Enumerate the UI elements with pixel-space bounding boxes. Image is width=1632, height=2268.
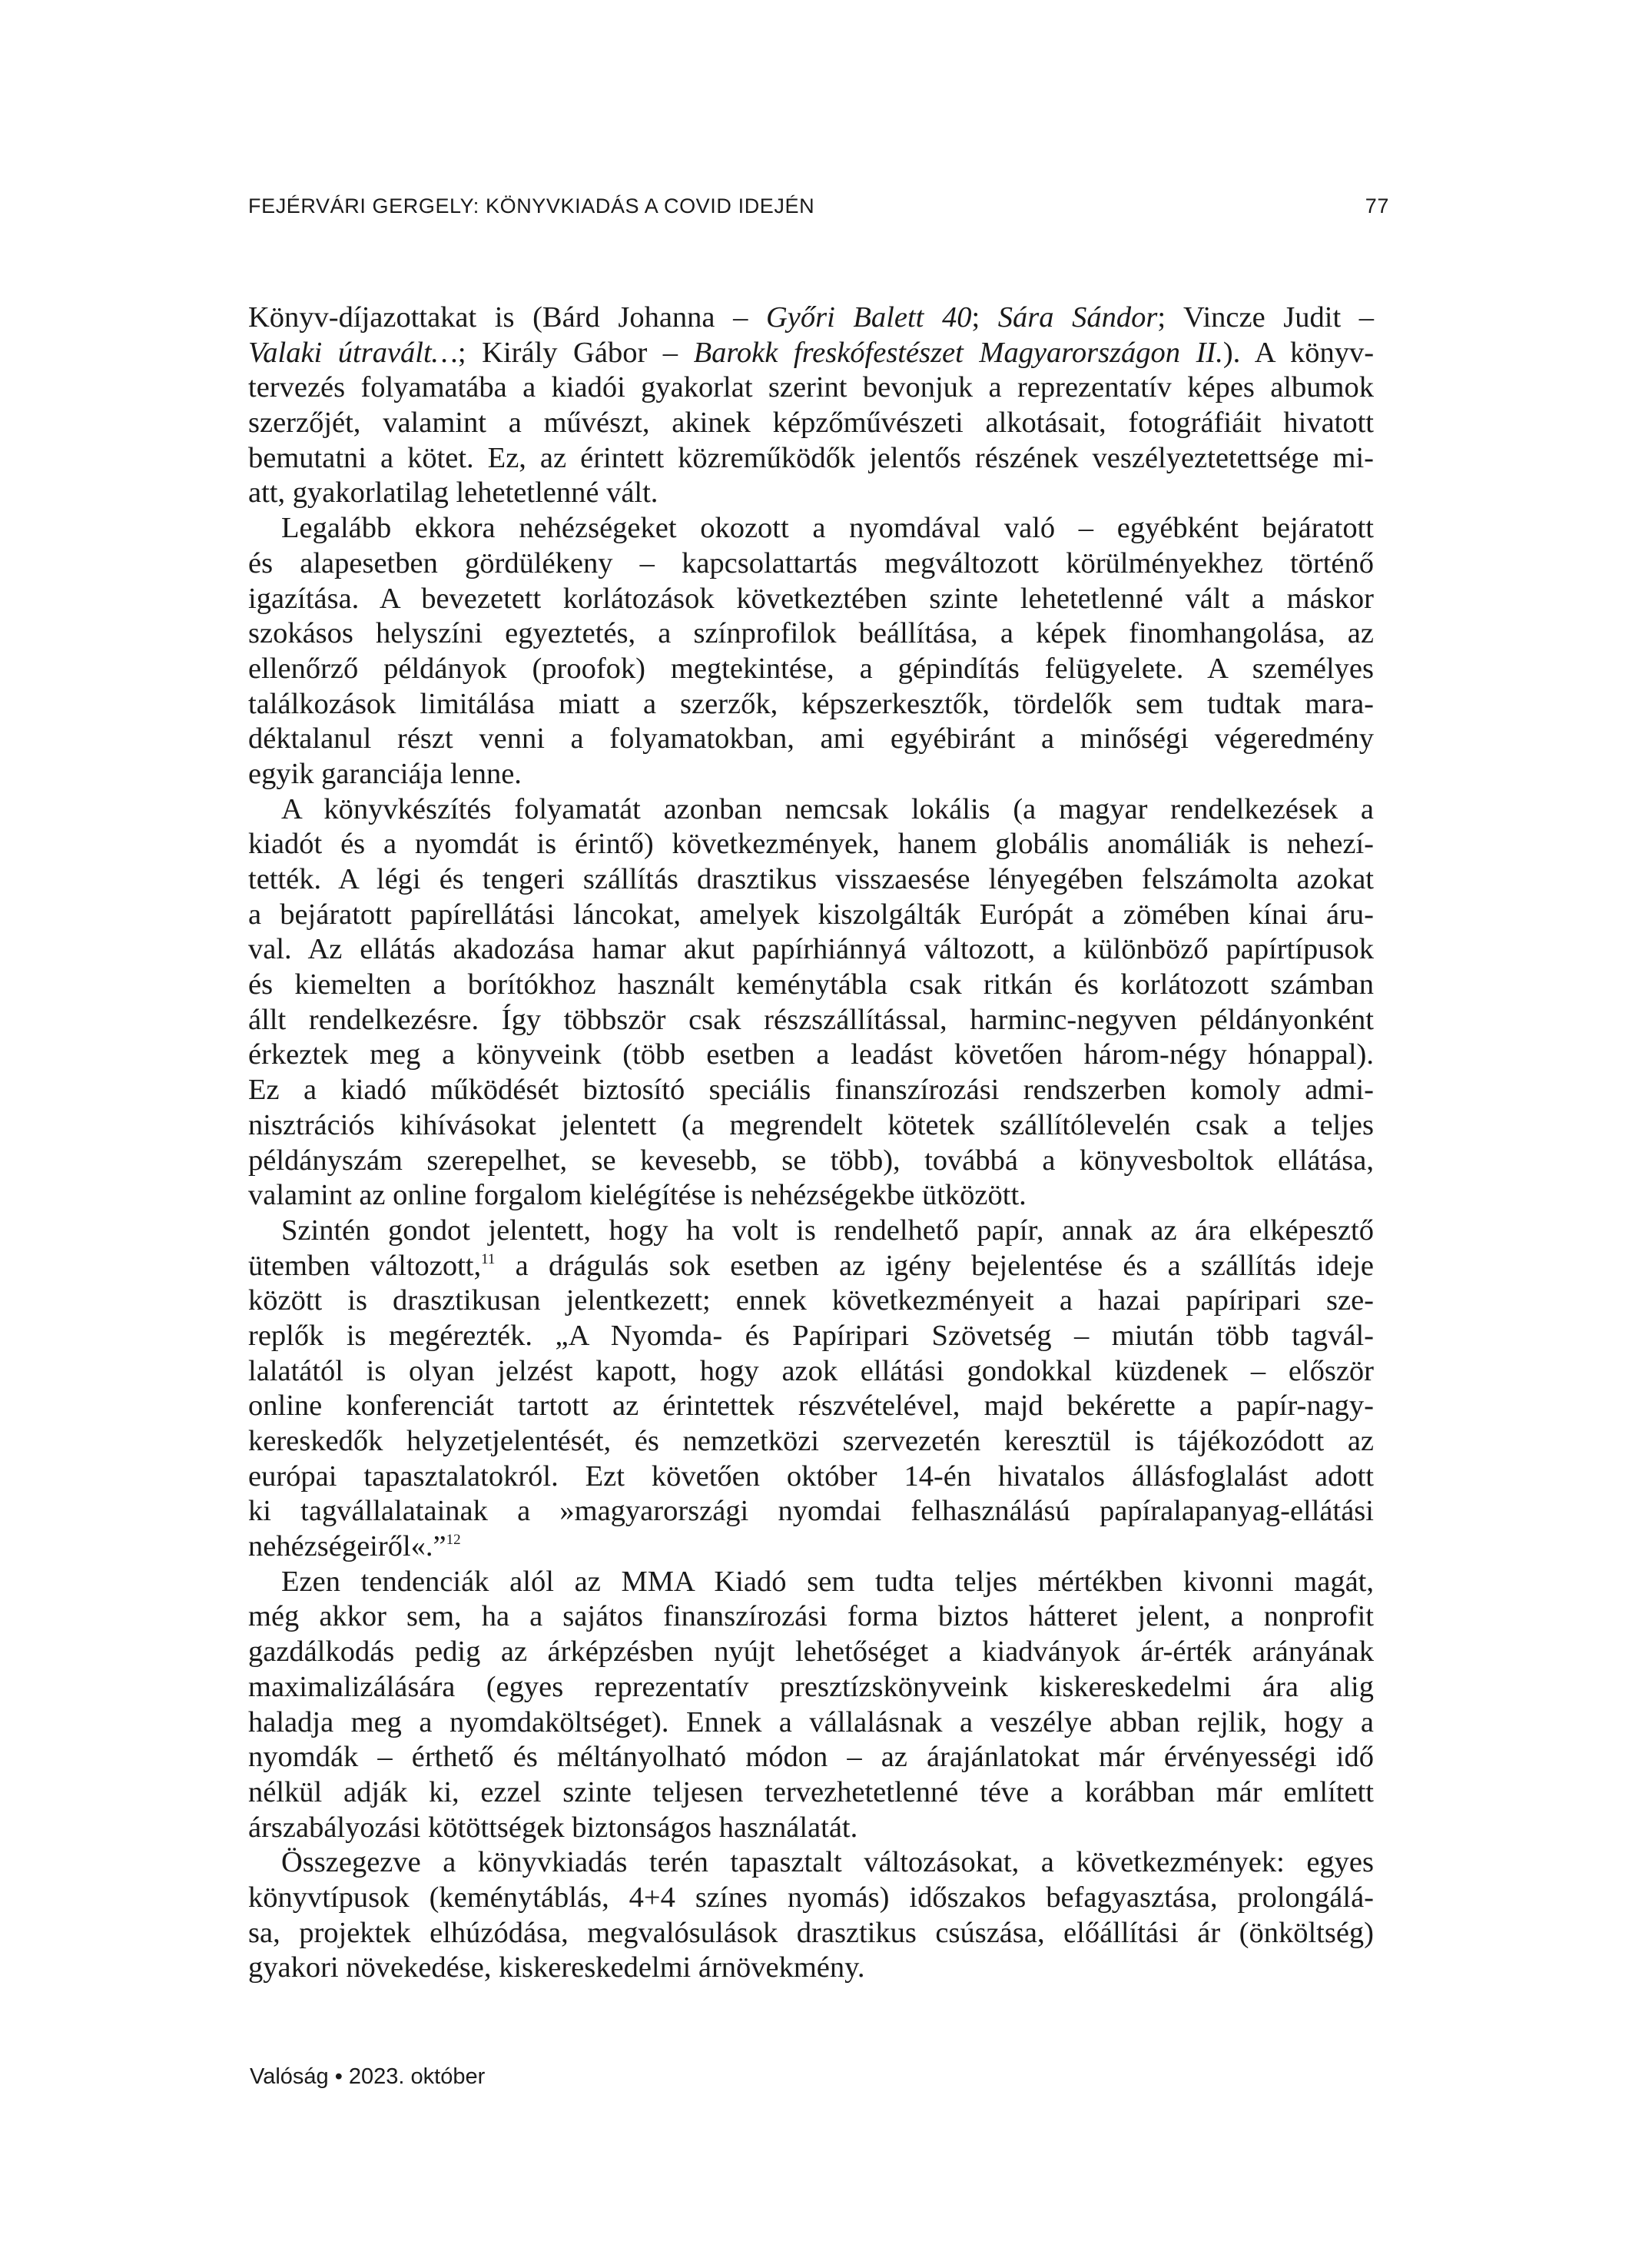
text-line <box>248 1811 1374 1846</box>
text-run: a bejáratott papírellátási láncokat, amelyek kiszolgálták Európát a zömében kínai áru- <box>248 898 1374 931</box>
text-line <box>248 1003 1374 1038</box>
text-line <box>248 1389 1374 1424</box>
text-line <box>248 582 1374 617</box>
text-run: és alapesetben gördülékeny – kapcsolattartás megváltozott körülményekhez történő <box>248 546 1374 579</box>
text-run: nyomdák – érthető és méltányolható módon – az árajánlatokat már érvényességi idő <box>248 1741 1374 1774</box>
text-run: lalatától is olyan jelzést kapott, hogy azok ellátási gondokkal küzdenek – először <box>248 1354 1374 1387</box>
text-line <box>248 1845 1374 1881</box>
text-run: és kiemelten a borítókhoz használt keménytábla csak ritkán és korlátozott számban <box>248 968 1374 1001</box>
text-run: nélkül adják ki, ezzel szinte teljesen tervezhetetlenné téve a korábban már említett <box>248 1775 1374 1808</box>
page-footer <box>250 2061 485 2092</box>
text-run: a drágulás sok esetben az igény bejelentése és a szállítás ideje <box>495 1249 1374 1282</box>
text-line <box>248 1670 1374 1705</box>
text-line <box>248 546 1374 582</box>
text-line <box>248 898 1374 933</box>
text-run: tervezés folyamatába a kiadói gyakorlat szerint bevonjuk a reprezentatív képes albumok <box>248 371 1374 404</box>
text-run: sa, projektek elhúzódása, megvalósulások drasztikus csúszása, előállítási ár (önköltség) <box>248 1916 1374 1949</box>
text-line <box>248 1775 1374 1811</box>
text-run: online konferenciát tartott az érintettek részvételével, majd bekérette a papír-nagy- <box>248 1390 1374 1423</box>
text-run: Összegezve a könyvkiadás terén tapasztalt változásokat, a következmények: egyes <box>281 1846 1374 1879</box>
text-run: nehézségeiről«.” <box>248 1530 446 1563</box>
text-line <box>248 827 1374 862</box>
text-line <box>248 968 1374 1003</box>
italic-title: Sára Sándor <box>997 301 1158 334</box>
text-run: találkozások limitálása miatt a szerzők, képszerkesztők, tördelők sem tudtak mara- <box>248 687 1374 720</box>
text-run: Legalább ekkora nehézségeket okozott a nyomdával való – egyébként bejáratott <box>281 512 1374 545</box>
paragraph <box>248 792 1374 1214</box>
italic-title: Valaki útravált… <box>248 336 458 369</box>
text-line <box>248 1881 1374 1916</box>
text-run: Könyv-díjazottakat is (Bárd Johanna – <box>248 301 766 334</box>
text-run: haladja meg a nyomdaköltséget). Ennek a vállalásnak a veszélye abban rejlik, hogy a <box>248 1705 1374 1738</box>
text-run: replők is megérezték. „A Nyomda- és Papíripari Szövetség – miután több tagvál- <box>248 1319 1374 1352</box>
text-line <box>248 652 1374 687</box>
text-run: ellenőrző példányok (proofok) megtekintése, a gépindítás felügyelete. A személyes <box>248 652 1374 685</box>
text-run: kereskedők helyzetjelentését, és nemzetközi szervezetén keresztül is tájékozódott az <box>248 1425 1374 1457</box>
text-run: tették. A légi és tengeri szállítás drasztikus visszaesése lényegében felszámolta azokat <box>248 863 1374 895</box>
text-line <box>248 862 1374 898</box>
text-run: szokásos helyszíni egyeztetés, a színprofilok beállítása, a képek finomhangolása, az <box>248 617 1374 650</box>
text-run: ). A könyv- <box>1222 336 1375 369</box>
text-line <box>248 1283 1374 1319</box>
running-head <box>248 192 1389 220</box>
text-run: bemutatni a kötet. Ez, az érintett közreműködők jelentős részének veszélyeztetettsége mi- <box>248 441 1374 474</box>
text-run: déktalanul részt venni a folyamatokban, ami egyébiránt a minőségi végeredmény <box>248 722 1374 755</box>
text-line <box>248 722 1374 757</box>
text-line <box>248 1354 1374 1390</box>
text-run: gazdálkodás pedig az árképzésben nyújt lehetőséget a kiadványok ár-érték arányának <box>248 1635 1374 1669</box>
text-line <box>248 476 1374 511</box>
text-run: ; Király Gábor – <box>457 336 694 369</box>
footnote-reference: 11 <box>481 1250 496 1267</box>
text-line <box>248 1635 1374 1670</box>
paragraph <box>248 511 1374 792</box>
text-line <box>248 757 1374 792</box>
text-line <box>248 1144 1374 1179</box>
text-run: valamint az online forgalom kielégítése is nehézségekbe ütközött. <box>248 1179 1027 1212</box>
text-line <box>248 1073 1374 1108</box>
text-line <box>248 1599 1374 1635</box>
text-line <box>248 1108 1374 1144</box>
text-run: könyvtípusok (keménytáblás, 4+4 színes nyomás) időszakos befagyasztása, prolongálá- <box>248 1881 1374 1914</box>
paragraph <box>248 1845 1374 1986</box>
text-line <box>248 336 1374 371</box>
paragraph <box>248 301 1374 511</box>
text-run: példányszám szerepelhet, se kevesebb, se több), továbbá a könyvesboltok ellátása, <box>248 1144 1374 1177</box>
paragraph <box>248 1214 1374 1565</box>
text-line <box>248 441 1374 477</box>
text-line <box>248 1705 1374 1741</box>
text-run: nisztrációs kihívásokat jelentett (a megrendelt kötetek szállítólevelén csak a teljes <box>248 1108 1374 1141</box>
text-run: Ezen tendenciák alól az MMA Kiadó sem tudta teljes mértékben kivonni magát, <box>281 1565 1374 1598</box>
text-line <box>248 301 1374 336</box>
text-line <box>248 1459 1374 1495</box>
italic-title: Barokk freskófestészet Magyarországon II. <box>693 336 1223 369</box>
running-head-title: FEJÉRVÁRI GERGELY: KÖNYVKIADÁS A COVID IDEJÉN <box>248 194 815 218</box>
text-line <box>248 1214 1374 1249</box>
text-line <box>248 932 1374 968</box>
page-number: 77 <box>1365 194 1389 218</box>
text-run: között is drasztikusan jelentkezett; ennek következményeit a hazai papíripari sze- <box>248 1284 1374 1317</box>
article-body <box>248 301 1374 1986</box>
text-run: val. Az ellátás akadozása hamar akut papírhiánnyá változott, a különböző papírtípusok <box>248 933 1374 966</box>
text-run: gyakori növekedése, kiskereskedelmi árnövekmény. <box>248 1951 865 1984</box>
text-run: érkeztek meg a könyveink (több esetben a leadást követően három-négy hónappal). <box>248 1038 1374 1071</box>
italic-title: Győri Balett 40 <box>765 301 972 334</box>
text-run: Ez a kiadó működését biztosító speciális finanszírozási rendszerben komoly admi- <box>248 1074 1374 1107</box>
text-run: árszabályozási kötöttségek biztonságos használatát. <box>248 1811 858 1844</box>
footnote-reference: 12 <box>446 1532 461 1549</box>
text-line <box>248 1249 1374 1284</box>
text-line <box>248 1178 1374 1214</box>
paragraph <box>248 1565 1374 1846</box>
text-line <box>248 511 1374 546</box>
text-run: európai tapasztalatokról. Ezt követően október 14-én hivatalos állásfoglalást adott <box>248 1459 1374 1493</box>
text-run: ; Vincze Judit – <box>1157 301 1374 334</box>
text-run: igazítása. A bevezetett korlátozások következtében szinte lehetetlenné vált a máskor <box>248 582 1374 615</box>
text-run: kiadót és a nyomdát is érintő) következmények, hanem globális anomáliák is nehezí- <box>248 828 1374 861</box>
text-run: maximalizálására (egyes reprezentatív presztízskönyveink kiskereskedelmi ára alig <box>248 1670 1374 1703</box>
footer-publication: Valóság • 2023. október <box>250 2064 486 2089</box>
text-line <box>248 1038 1374 1073</box>
text-line <box>248 1529 1374 1565</box>
text-line <box>248 616 1374 652</box>
text-run: att, gyakorlatilag lehetetlenné vált. <box>248 477 658 510</box>
text-line <box>248 1916 1374 1951</box>
text-line <box>248 687 1374 722</box>
text-run: A könyvkészítés folyamatát azonban nemcsak lokális (a magyar rendelkezések a <box>281 792 1374 825</box>
text-line <box>248 1740 1374 1775</box>
text-line <box>248 370 1374 406</box>
text-run: állt rendelkezésre. Így többször csak részszállítással, harminc-negyven példányonként <box>248 1003 1374 1036</box>
text-run: szerzőjét, valamint a művészt, akinek képzőművészeti alkotásait, fotográfiáit hivatott <box>248 407 1374 440</box>
text-line <box>248 1951 1374 1986</box>
text-line <box>248 406 1374 441</box>
text-run: ki tagvállalatainak a »magyarországi nyomdai felhasználású papíralapanyag-ellátási <box>248 1495 1374 1528</box>
text-run: még akkor sem, ha a sajátos finanszírozási forma biztos hátteret jelent, a nonprofit <box>248 1600 1374 1633</box>
text-run: egyik garanciája lenne. <box>248 757 522 790</box>
text-line <box>248 1319 1374 1354</box>
text-line <box>248 1424 1374 1459</box>
text-line <box>248 1494 1374 1529</box>
text-run: Szintén gondot jelentett, hogy ha volt is rendelhető papír, annak az ára elképesztő <box>281 1214 1374 1247</box>
text-line <box>248 792 1374 828</box>
text-run: ütemben változott, <box>248 1249 482 1282</box>
text-line <box>248 1565 1374 1600</box>
text-run: ; <box>971 301 998 334</box>
